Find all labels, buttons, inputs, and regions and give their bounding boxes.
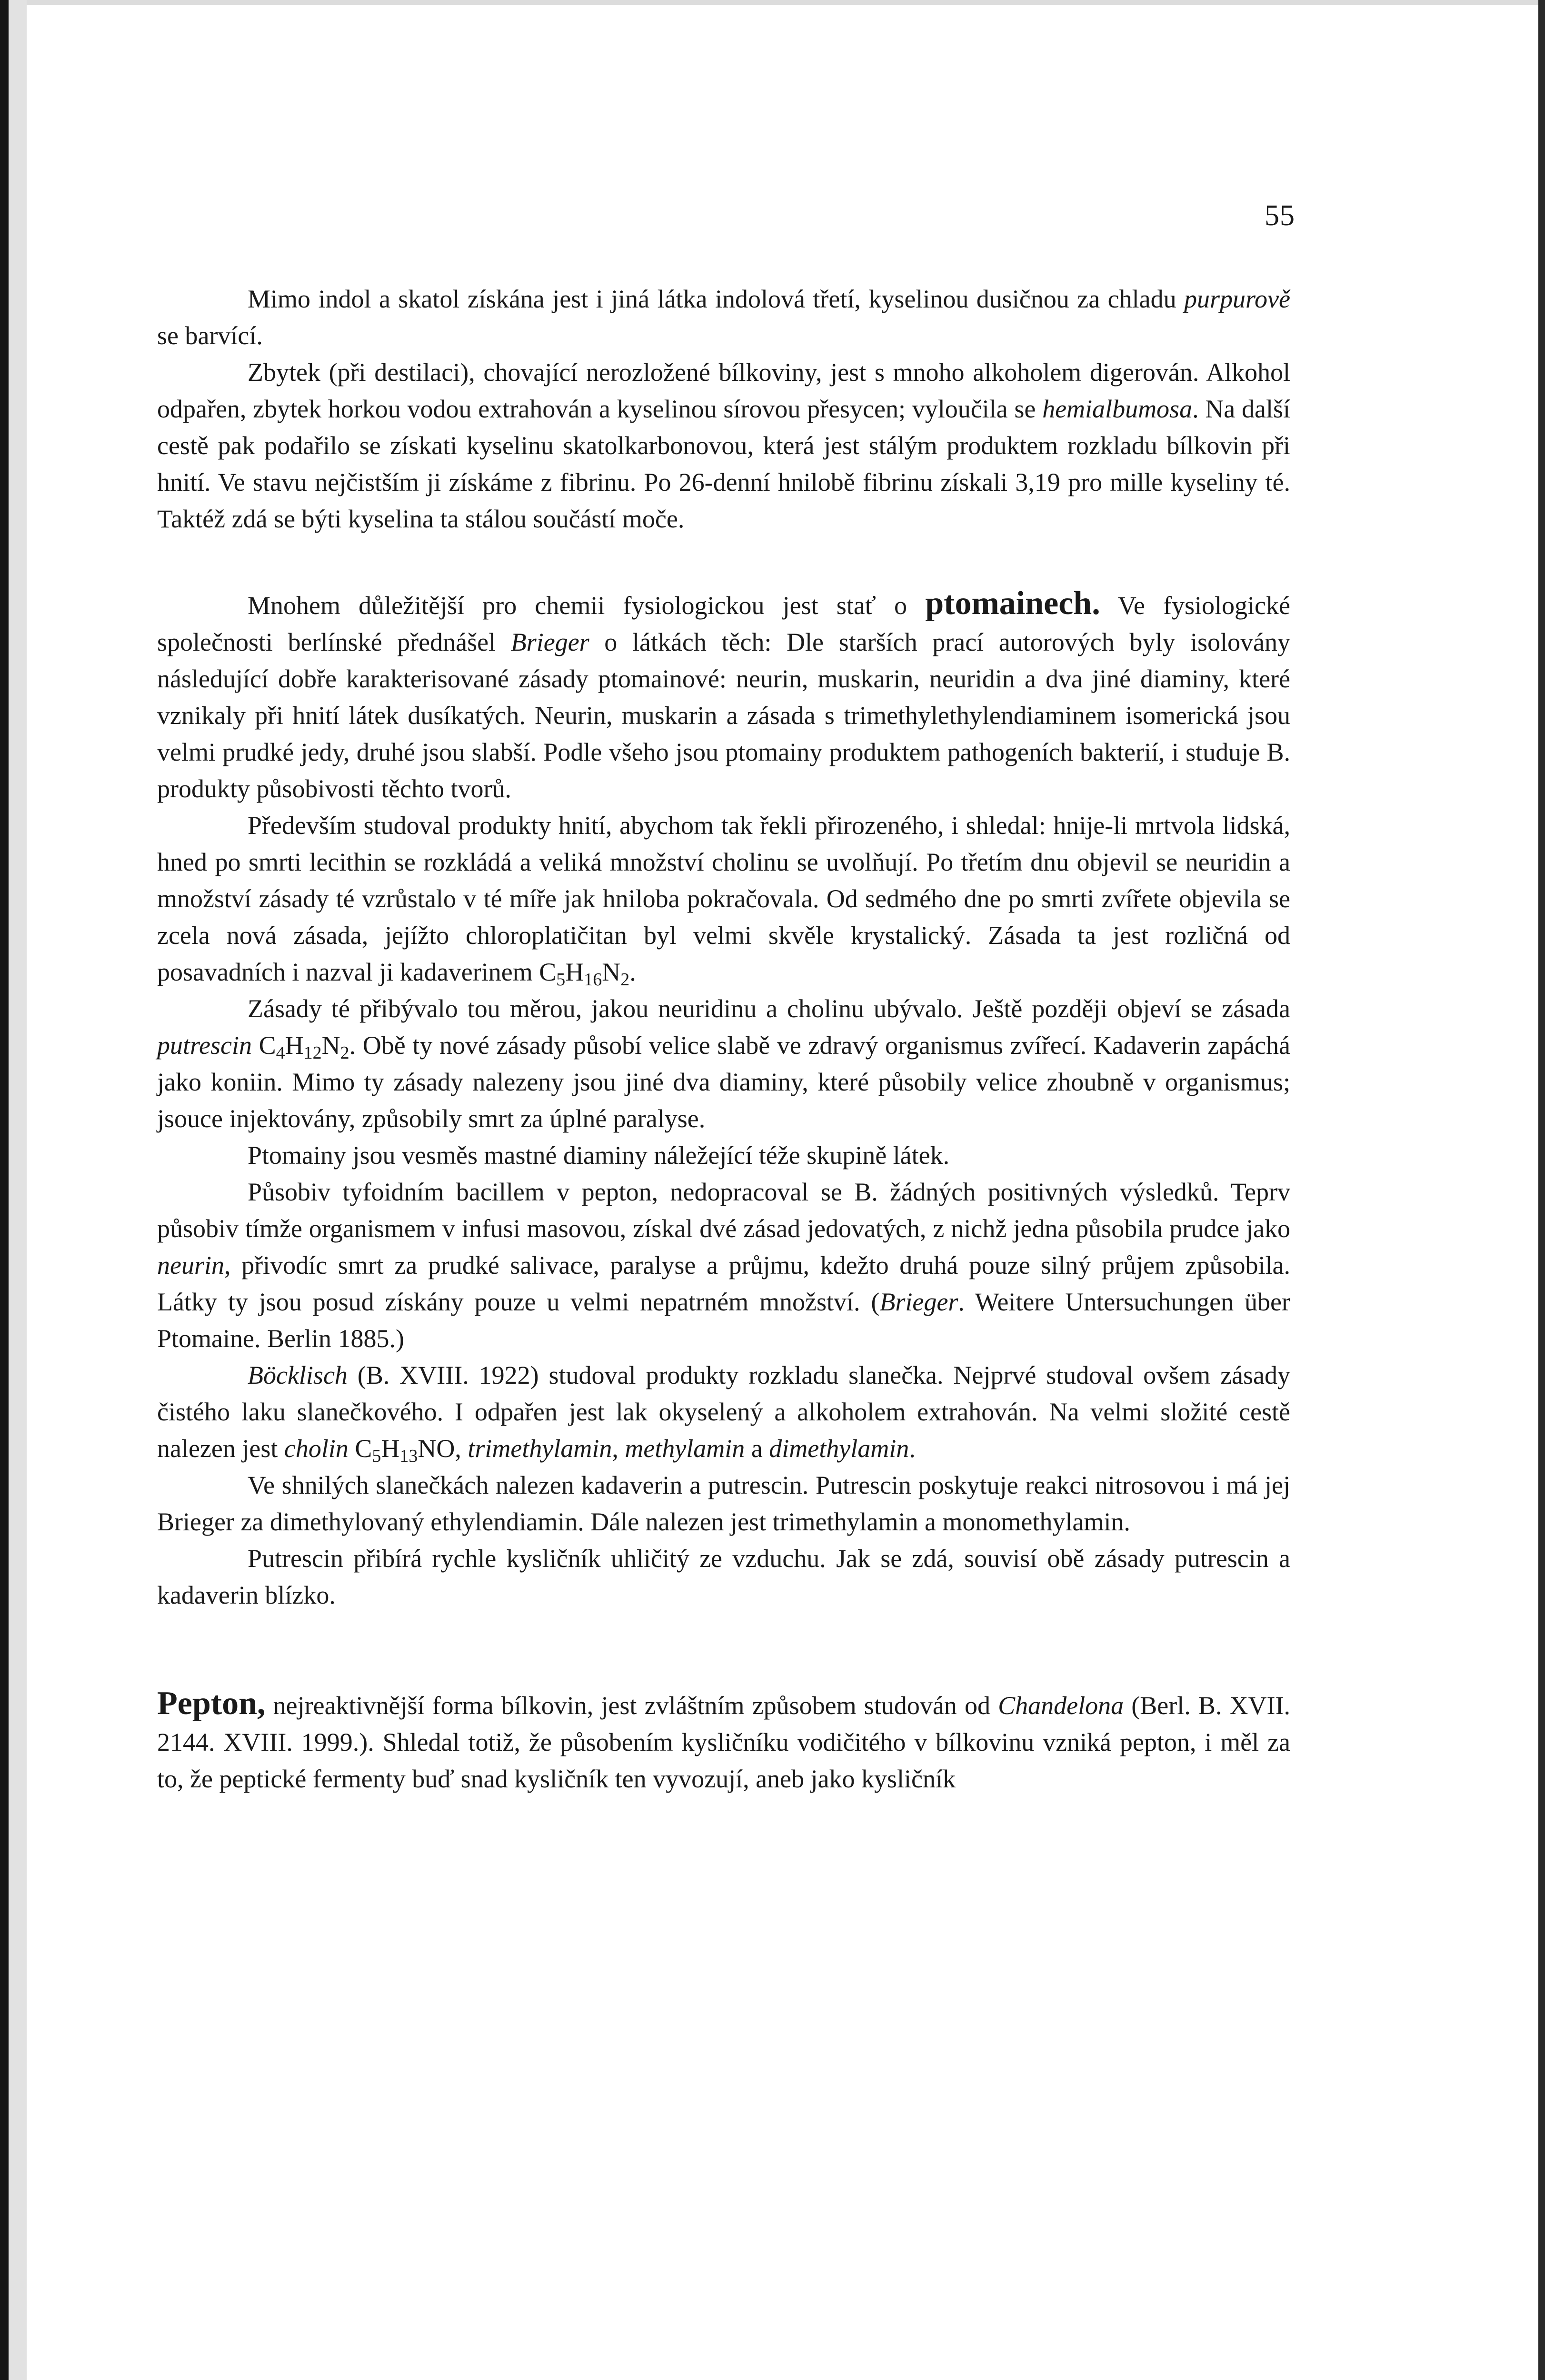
paragraph-6: Ptomainy jsou vesměs mastné diaminy náležející téže skupině látek.: [248, 1141, 950, 1170]
paragraph-4: Především studoval produkty hnití, abychom tak řekli přirozeného, i shledal: hnije-li mrtvola lidská, hned po smrti lecithin se rozkládá a veliká množství cholinu se uvolňují. Po třetím dnu objevil se neuridin a množství zásady té vzrůstalo v té míře jak hniloba pokračovala. Od sedmého dne po smrti zvířete objevila se zcela nová zásada, jejížto chloroplatičitan byl velmi skvěle krystalický. Zásada ta jest rozličná od posavadních i nazval ji kadaverinem $C_5H_{16}N_2$.: [157, 811, 1290, 990]
paragraph-1: Mimo indol a skatol získána jest i jiná látka indolová třetí, kyselinou dusičnou za chladu purpurově se barvící.: [157, 285, 1290, 350]
page-number: 55: [1265, 199, 1295, 232]
paragraph-3: Mnohem důležitější pro chemii fysiologickou jest stať o ptomainech. Ve fysiologické společnosti berlínské přednášel Brieger o látkách těch: Dle starších prací autorových byly isolovány následující dobře karakterisované zásady ptomainové: neurin, muskarin, neuridin a dva jiné diaminy, které vznikaly při hnití látek dusíkatých. Neurin, muskarin a zásada s trimethylethylendiaminem isomerická jsou velmi prudké jedy, druhé jsou slabší. Podle všeho jsou ptomainy produktem pathogeních bakterií, i studuje B. produkty působivosti těchto tvorů.: [157, 585, 1290, 803]
paragraph-11: Pepton, nejreaktivnější forma bílkovin, jest zvláštním způsobem studován od Chandelona (Berl. B. XVII. 2144. XVIII. 1999.). Shledal totiž, že působením kysličníku vodičitého v bílkovinu vzniká pepton, i měl za to, že peptické fermenty buď snad kysličník ten vyvozují, aneb jako kysličník: [157, 1685, 1291, 1793]
paragraph-7: Působiv tyfoidním bacillem v pepton, nedopracoval se B. žádných positivných výsledků. Teprv působiv tímže organismem v infusi masovou, získal dvé zásad jedovatých, z nichž jedna působila prudce jako neurin, přivodíc smrt za prudké salivace, paralyse a průjmu, kdežto druhá pouze silný průjem způsobila. Látky ty jsou posud získány pouze u velmi nepatrném množství. (Brieger. Weitere Untersuchungen über Ptomaine. Berlin 1885.): [157, 1178, 1290, 1353]
scan-edge-right: [1538, 0, 1545, 2380]
paragraph-5: Zásady té přibývalo tou měrou, jakou neuridinu a cholinu ubývalo. Ještě později objeví se zásada putrescin $C_4H_{12}N_2$. Obě ty nové zásady působí velice slabě ve zdravý organismus zvířecí. Kadaverin zapáchá jako koniin. Mimo ty zásady nalezeny jsou jiné dva diaminy, které působily velice zhoubně v organismus; jsouce injektovány, způsobily smrt za úplné paralyse.: [157, 994, 1290, 1133]
paragraph-9: Ve shnilých slanečkách nalezen kadaverin a putrescin. Putrescin poskytuje reakci nitrosovou i má jej Brieger za dimethylovaný ethylendiamin. Dále nalezen jest trimethylamin a monomethylamin.: [157, 1471, 1290, 1536]
scan-edge-left: [0, 0, 9, 2380]
scan-edge-left-shade: [9, 0, 27, 2380]
paragraph-10: Putrescin přibírá rychle kysličník uhličitý ze vzduchu. Jak se zdá, souvisí obě zásady putrescin a kadaverin blízko.: [157, 1544, 1290, 1609]
paragraph-8: Böcklisch (B. XVIII. 1922) studoval produkty rozkladu slanečka. Nejprvé studoval ovšem zásady čistého laku slanečkového. I odpařen jest lak okyselený a alkoholem extrahován. Na velmi složité cestě nalezen jest cholin $C_5H_{13}NO$, trimethylamin, methylamin a dimethylamin.: [157, 1361, 1290, 1466]
book-page: [157, 0, 1295, 2380]
paragraph-2: Zbytek (při destilaci), chovající nerozložené bílkoviny, jest s mnoho alkoholem digerován. Alkohol odpařen, zbytek horkou vodou extrahován a kyselinou sírovou přesycen; vyloučila se hemialbumosa. Na další cestě pak podařilo se získati kyselinu skatolkarbonovou, která jest stálým produktem rozkladu bílkovin při hnití. Ve stavu nejčistším ji získáme z fibrinu. Po 26-denní hnilobě fibrinu získali 3,19 pro mille kyseliny té. Taktéž zdá se býti kyselina ta stálou součástí moče.: [157, 358, 1290, 533]
page-body: [157, 281, 1290, 1797]
